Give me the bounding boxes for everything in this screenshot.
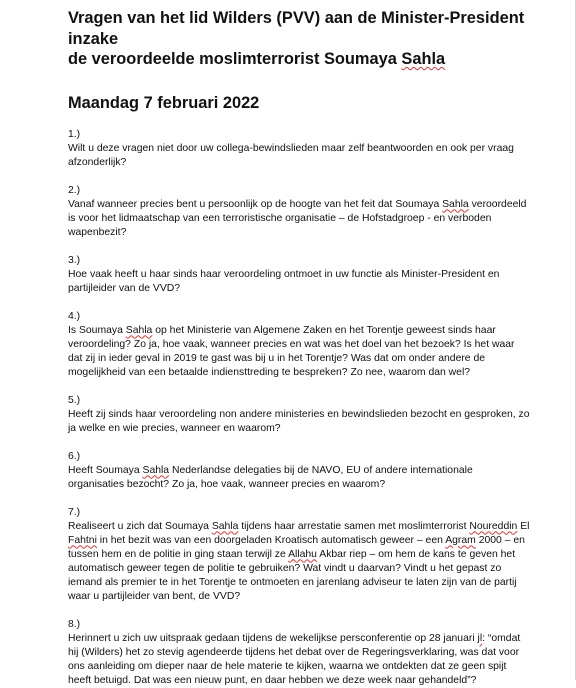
question-3 xyxy=(68,254,531,296)
title-line-1: Vragen van het lid Wilders (PVV) aan de Minister-President inzake xyxy=(68,9,525,48)
question-number: 2.) xyxy=(68,184,81,196)
question-text: Hoe vaak heeft u haar sinds haar veroordeling ontmoet in uw functie als Minister-President en partijleider van de VVD? xyxy=(68,268,500,294)
question-number: 6.) xyxy=(68,450,81,462)
question-number: 5.) xyxy=(68,394,81,406)
question-5 xyxy=(68,394,531,436)
question-6 xyxy=(68,450,531,492)
question-text: Wilt u deze vragen niet door uw collega-bewindslieden maar zelf beantwoorden en ook per vraag afzonderlijk? xyxy=(68,142,514,168)
question-text: Heeft Soumaya Sahla Nederlandse delegaties bij de NAVO, EU of andere internationale organisaties bezocht? Zo ja, hoe vaak, wanneer precies en waarom? xyxy=(68,464,473,490)
question-number: 7.) xyxy=(68,506,81,518)
document-title xyxy=(68,8,531,70)
title-name-word: Sahla xyxy=(401,50,446,68)
question-number: 8.) xyxy=(68,618,81,630)
question-number: 3.) xyxy=(68,254,81,266)
question-number: 1.) xyxy=(68,128,81,140)
question-text: Vanaf wanneer precies bent u persoonlijk op de hoogte van het feit dat Soumaya Sahla veroordeeld is voor het lidmaatschap van een terroristische organisatie – de Hofstadgroep - en verboden wapenbezit? xyxy=(68,198,527,238)
question-text: Is Soumaya Sahla op het Ministerie van Algemene Zaken en het Torentje geweest sinds haar veroordeling? Zo ja, hoe vaak, wanneer precies en wat was het doel van het bezoek? Is het waar dat zij in ieder geval in 2019 te gast was bij u in het Torentje? Was dat om onder andere de mogelijkheid van een betaalde indiensttreding te bespreken? Zo nee, waarom dan wel? xyxy=(68,324,515,378)
question-text: Realiseert u zich dat Soumaya Sahla tijdens haar arrestatie samen met moslimterrorist Noureddin El Fahtni in het bezit was van een doorgeladen Kroatisch automatisch geweer – een Agram 2000 – en tussen hem en de politie in ging staan terwijl ze Allahu Akbar riep – om hem de kans te geven het automatisch geweer tegen de politie te gebruiken? Wat vindt u daarvan? Vindt u het gepast zo iemand als premier te in het Torentje te ontmoeten en jarenlang adviseur te laten zijn van de partij waar u partijleider van bent, de VVD? xyxy=(68,520,530,602)
question-1 xyxy=(68,128,531,170)
question-number: 4.) xyxy=(68,310,81,322)
document-date: Maandag 7 februari 2022 xyxy=(68,93,260,112)
title-line-2: de veroordeelde moslimterrorist Soumaya xyxy=(68,50,402,68)
question-text: Herinnert u zich uw uitspraak gedaan tijdens de wekelijkse persconferentie op 28 januari jl: “omdat hij (Wilders) het zo stevig agendeerde tijdens het debat over de Regeringsverklaring, was dat voor ons aanleiding om dieper naar de hele materie te kijken, waarna we ontdekten dat ze geen spijt heeft betuigd. Dat was een nieuw punt, en daar hebben we deze week naar gehandeld”? xyxy=(68,632,521,686)
question-text: Heeft zij sinds haar veroordeling non andere ministeries en bewindslieden bezocht en gesproken, zo ja welke en wie precies, wanneer en waarom? xyxy=(68,408,530,434)
question-7 xyxy=(68,506,531,604)
question-4 xyxy=(68,310,531,380)
question-8 xyxy=(68,618,531,688)
question-2 xyxy=(68,184,531,240)
